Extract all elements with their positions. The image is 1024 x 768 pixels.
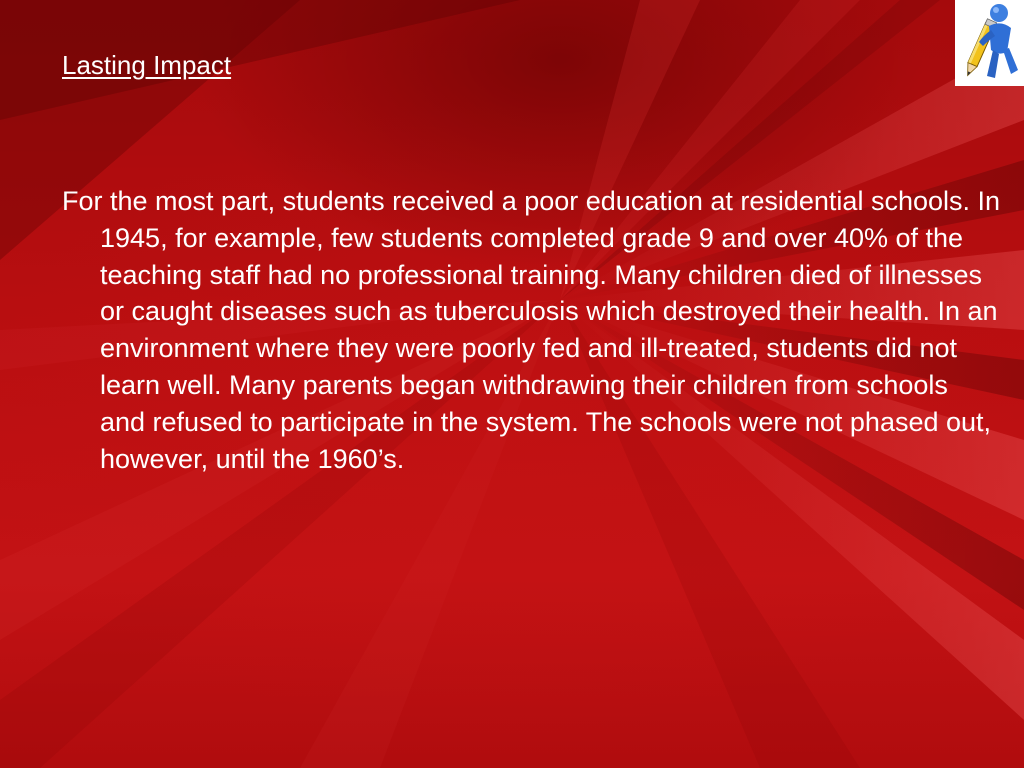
slide-title: Lasting Impact	[62, 50, 232, 80]
figure-with-pencil-icon	[955, 0, 1024, 86]
slide-body-text: For the most part, students received a poor education at residential schools. In 1945, for example, few students completed grade 9 and over 40% of the teaching staff had no professional training. Many children died of illnesses or caught diseases such as tuberculosis which destroyed their health. In an environment where they were poorly fed and ill-treated, students did not learn well. Many parents began withdrawing their children from schools and refused to participate in the system. The schools were not phased out, however, until the 1960’s.	[62, 186, 1001, 474]
